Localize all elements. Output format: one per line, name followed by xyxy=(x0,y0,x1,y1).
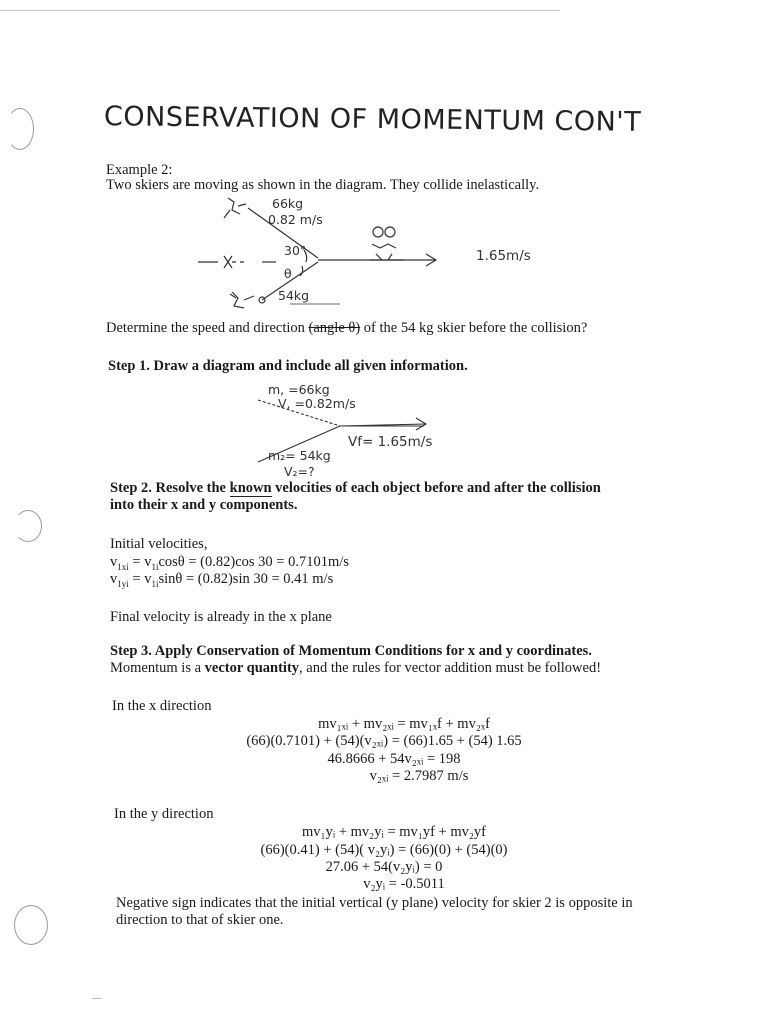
vx-subscript: 1xi xyxy=(117,561,129,572)
given-final-velocity: Vf= 1.65m/s xyxy=(348,434,433,450)
step-three-heading: Step 3. Apply Conservation of Momentum Conditions for x and y coordinates. xyxy=(110,643,592,659)
x-direction-heading: In the x direction xyxy=(112,698,212,714)
vx-result: cosθ = (0.82)cos 30 = 0.7101m/s xyxy=(158,554,349,570)
step-two-known: known xyxy=(229,480,272,496)
given-velocity-two: V₂=? xyxy=(284,464,315,479)
step-two-heading xyxy=(110,480,601,497)
final-velocity-note: Final velocity is already in the x plane xyxy=(110,609,332,625)
y-equation-three: 27.06 + 54(v₂yᵢ) = 0 xyxy=(325,859,443,875)
step-three-line-two xyxy=(110,660,601,677)
step-two-line-two: into their x and y components. xyxy=(110,497,298,513)
example-text: Two skiers are moving as shown in the diagram. They collide inelastically. xyxy=(106,177,540,193)
conclusion-line-two: direction to that of skier one. xyxy=(116,912,284,928)
vy-result: sinθ = (0.82)sin 30 = 0.41 m/s xyxy=(158,571,334,587)
x-equation-three: 46.8666 + 54v₂ₓᵢ = 198 xyxy=(327,751,461,767)
vector-quantity-term: vector quantity xyxy=(204,660,300,676)
vy-subscript: 1yi xyxy=(117,578,129,589)
conclusion-line-one: Negative sign indicates that the initial vertical (y plane) velocity for skier 2 is opposite in xyxy=(116,895,633,911)
skier-two-mass: 54kg xyxy=(278,288,310,303)
given-mass-one: m, =66kg xyxy=(268,382,330,397)
step-two-text-a: Step 2. Resolve the xyxy=(110,480,230,496)
question-part-one: Determine the speed and direction xyxy=(106,320,309,336)
question-struck-text: (angle θ) xyxy=(308,320,361,336)
initial-vy-equation xyxy=(110,571,333,593)
given-velocity-one: V, =0.82m/s xyxy=(278,396,356,411)
skier-one-speed: 0.82 m/s xyxy=(268,212,323,227)
step-three-text-a: Momentum is a xyxy=(110,660,205,676)
vy-equals: = v xyxy=(128,571,152,587)
angle-theta-label: θ xyxy=(284,266,292,281)
y-equation-four: v₂yᵢ = -0.5011 xyxy=(363,876,445,892)
given-mass-two: m₂= 54kg xyxy=(268,448,331,463)
vx-symbol: v xyxy=(110,554,118,570)
question-part-two: of the 54 kg skier before the collision? xyxy=(360,320,588,336)
vx-equals: = v xyxy=(128,554,152,570)
step-two-text-c: velocities of each object before and after the collision xyxy=(271,480,601,496)
y-equation-two: (66)(0.41) + (54)( v₂yᵢ) = (66)(0) + (54)(0) xyxy=(260,842,508,858)
step-three-text-c: , and the rules for vector addition must be followed! xyxy=(299,660,602,676)
final-speed-label: 1.65m/s xyxy=(476,248,531,264)
example-label: Example 2: xyxy=(106,162,173,178)
vx-mid-subscript: 1i xyxy=(151,561,159,572)
vy-mid-subscript: 1i xyxy=(151,578,159,589)
x-equation-two: (66)(0.7101) + (54)(v₂ₓᵢ) = (66)1.65 + (54) 1.65 xyxy=(246,733,522,749)
angle-thirty-label: 30° xyxy=(284,243,307,258)
x-equation-four: v₂ₓᵢ = 2.7987 m/s xyxy=(369,768,469,784)
page-title: CONSERVATION OF MOMENTUM CON'T xyxy=(103,101,642,138)
y-equation-one: mv₁yᵢ + mv₂yᵢ = mv₁yf + mv₂yf xyxy=(301,824,487,840)
x-equation-one: mv₁ₓᵢ + mv₂ₓᵢ = mv₁ₓf + mv₂ₓf xyxy=(318,716,490,732)
scan-mark xyxy=(92,998,102,999)
skier-one-mass: 66kg xyxy=(272,196,304,211)
vy-symbol: v xyxy=(110,571,118,587)
y-direction-heading: In the y direction xyxy=(114,806,214,822)
initial-velocities-heading: Initial velocities, xyxy=(110,536,208,552)
step-one-heading: Step 1. Draw a diagram and include all given information. xyxy=(108,358,468,374)
